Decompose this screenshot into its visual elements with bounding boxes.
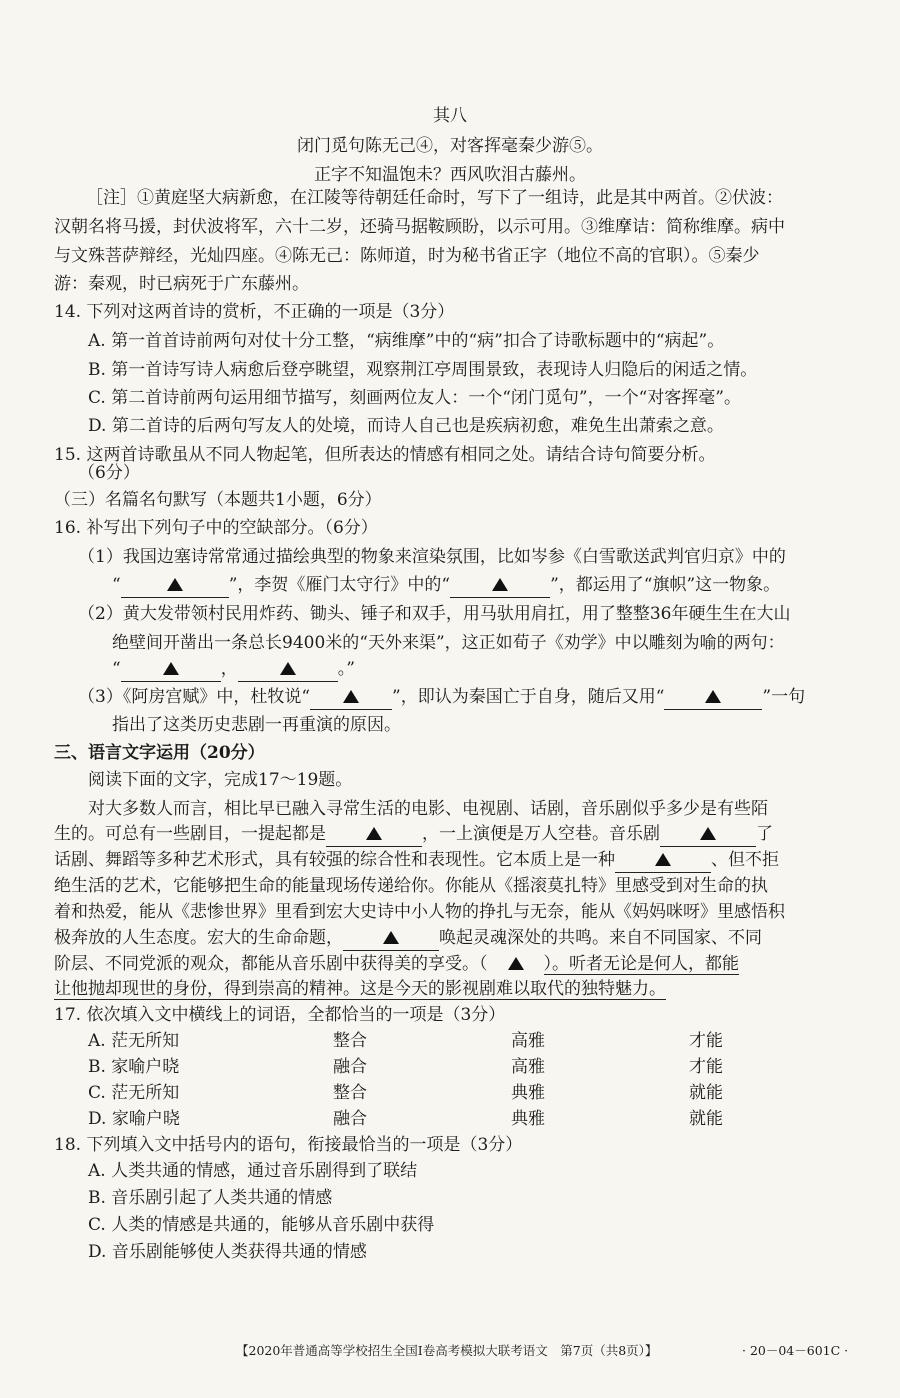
question-15-stem: 15. 这两首诗歌虽从不同人物起笔，但所表达的情感有相同之处。请结合诗句简要分析。 <box>54 445 716 465</box>
passage-line: 极奔放的人生态度。宏大的生命命题， 唤起灵魂深处的共鸣。来自不同国家、不同 <box>54 926 762 951</box>
note-line: ［注］①黄庭坚大病新愈，在江陵等待朝廷任命时，写下了一组诗，此是其中两首。②伏波： <box>86 188 783 208</box>
poem-title: 其八 <box>433 106 467 126</box>
triangle-marker-icon <box>343 690 359 703</box>
answer-blank[interactable] <box>450 573 550 598</box>
q14-option-b: B. 第一首诗写诗人病愈后登亭眺望，观察荆江亭周围景致，表现诗人归隐后的闲适之情。 <box>88 360 758 380</box>
q16-part-2: （2）黄大发带领村民用炸药、锄头、锤子和双手，用马驮用肩扛，用了整整36年硬生生在大山 <box>78 604 791 624</box>
answer-blank[interactable] <box>664 685 762 710</box>
q17-cell: 整合 <box>333 1031 367 1051</box>
passage-line: 生的。可总有一些剧目，一提起都是 ，一上演便是万人空巷。音乐剧 了 <box>54 822 773 847</box>
q14-option-c: C. 第二首诗前两句运用细节描写，刻画两位友人：一个“闭门觅句”，一个“对客挥毫”。 <box>88 388 741 408</box>
triangle-marker-icon <box>163 662 179 675</box>
answer-blank[interactable] <box>660 822 756 847</box>
triangle-marker-icon <box>492 578 508 591</box>
q17-cell: 融合 <box>333 1057 367 1077</box>
triangle-marker-icon <box>280 662 296 675</box>
question-17-stem: 17. 依次填入文中横线上的词语，全都恰当的一项是（3分） <box>54 1005 506 1025</box>
q16-part-3: （3）《阿房宫赋》中，杜牧说“ ”，即认为秦国亡于自身，随后又用“ ”一句 <box>78 685 805 710</box>
q17-option-a: A. 茫无所知 <box>88 1031 180 1051</box>
q18-option-c: C. 人类的情感是共通的，能够从音乐剧中获得 <box>88 1215 435 1235</box>
footer-title: 【2020年普通高等学校招生全国Ⅰ卷高考模拟大联考语文 第7页（共8页）】 <box>236 1343 658 1358</box>
note-line: 汉朝名将马援，封伏波将军，六十二岁，还骑马据鞍顾盼，以示可用。③维摩诘：简称维摩。病中 <box>54 217 785 237</box>
triangle-marker-icon <box>655 853 671 866</box>
q16-part-2-blanks: “ ， 。” <box>112 657 355 682</box>
note-line: 与文殊菩萨辩经，光灿四座。④陈无己：陈师道，时为秘书省正字（地位不高的官职）。⑤秦少 <box>54 246 760 266</box>
triangle-marker-icon <box>167 578 183 591</box>
bracket-slot[interactable] <box>488 952 544 976</box>
q17-option-c: C. 茫无所知 <box>88 1083 180 1103</box>
q17-option-d: D. 家喻户晓 <box>88 1109 180 1129</box>
poem-line-2: 正字不知温饱未？西风吹泪古藤州。 <box>314 165 586 185</box>
q17-cell: 就能 <box>689 1083 723 1103</box>
question-14-stem: 14. 下列对这两首诗的赏析，不正确的一项是（3分） <box>54 302 455 322</box>
q16-part-1: （1）我国边塞诗常常通过描绘典型的物象来渲染氛围，比如岑参《白雪歌送武判官归京》中的 <box>78 547 786 567</box>
q17-cell: 融合 <box>333 1109 367 1129</box>
q17-cell: 才能 <box>689 1031 723 1051</box>
passage-line: 对大多数人而言，相比早已融入寻常生活的电影、电视剧、话剧，音乐剧似乎多少是有些陌 <box>88 799 768 819</box>
question-18-stem: 18. 下列填入文中括号内的语句，衔接最恰当的一项是（3分） <box>54 1135 523 1155</box>
answer-blank[interactable] <box>326 822 422 847</box>
answer-blank[interactable] <box>121 573 229 598</box>
q17-cell: 整合 <box>333 1083 367 1103</box>
passage-line: 让他抛却现世的身份，得到崇高的精神。这是今天的影视剧难以取代的独特魅力。 <box>54 979 666 999</box>
q17-cell: 高雅 <box>511 1057 545 1077</box>
q18-option-a: A. 人类共通的情感，通过音乐剧得到了联结 <box>88 1161 418 1181</box>
answer-blank[interactable] <box>121 657 221 682</box>
q16-part-3-line-2: 指出了这类历史悲剧一再重演的原因。 <box>112 715 401 735</box>
answer-blank[interactable] <box>238 657 338 682</box>
passage-line: 绝生活的艺术，它能够把生命的能量现场传递给你。你能从《摇滚莫扎特》里感受到对生命的执 <box>54 876 768 896</box>
q17-cell: 典雅 <box>511 1109 545 1129</box>
answer-blank[interactable] <box>343 926 439 951</box>
triangle-marker-icon <box>508 957 524 970</box>
q17-cell: 才能 <box>689 1057 723 1077</box>
passage-line: 阶层、不同党派的观众，都能从音乐剧中获得美的享受。（ ）。听者无论是何人，都能 <box>54 954 739 974</box>
question-16-stem: 16. 补写出下列句子中的空缺部分。（6分） <box>54 518 378 538</box>
footer-code: · 20－04－601C · <box>742 1343 849 1358</box>
part-heading: 三、语言文字运用（20分） <box>54 743 265 763</box>
note-line: 游：秦观，时已病死于广东藤州。 <box>54 274 309 294</box>
triangle-marker-icon <box>705 690 721 703</box>
passage-line: 着和热爱，能从《悲惨世界》里看到宏大史诗中小人物的挣扎与无奈，能从《妈妈咪呀》里感悟积 <box>54 902 785 922</box>
q14-option-d: D. 第二首诗的后两句写友人的处境，而诗人自己也是疾病初愈，难免生出萧索之意。 <box>88 416 724 436</box>
q17-cell: 就能 <box>689 1109 723 1129</box>
question-15-score: （6分） <box>78 463 140 483</box>
triangle-marker-icon <box>383 931 399 944</box>
q17-option-b: B. 家喻户晓 <box>88 1057 180 1077</box>
q18-option-b: B. 音乐剧引起了人类共通的情感 <box>88 1188 333 1208</box>
reading-intro: 阅读下面的文字，完成17～19题。 <box>88 770 353 790</box>
section-heading: （三）名篇名句默写（本题共1小题，6分） <box>54 490 382 510</box>
passage-line: 话剧、舞蹈等多种艺术形式，具有较强的综合性和表现性。它本质上是一种 、但不拒 <box>54 848 779 873</box>
q18-option-d: D. 音乐剧能够使人类获得共通的情感 <box>88 1242 367 1262</box>
triangle-marker-icon <box>700 827 716 840</box>
answer-blank[interactable] <box>615 848 711 873</box>
q17-cell: 典雅 <box>511 1083 545 1103</box>
q17-cell: 高雅 <box>511 1031 545 1051</box>
q16-part-2-line-2: 绝壁间开凿出一条总长9400米的“天外来渠”，这正如荀子《劝学》中以雕刻为喻的两句： <box>112 633 785 653</box>
q14-option-a: A. 第一首首诗前两句对仗十分工整，“病维摩”中的“病”扣合了诗歌标题中的“病起”。 <box>88 331 725 351</box>
answer-blank[interactable] <box>310 685 392 710</box>
triangle-marker-icon <box>366 827 382 840</box>
poem-line-1: 闭门觅句陈无己④，对客挥毫秦少游⑤。 <box>297 136 603 156</box>
q16-part-1-blanks: “ ”，李贺《雁门太守行》中的“ ”，都运用了“旗帜”这一物象。 <box>112 573 780 598</box>
